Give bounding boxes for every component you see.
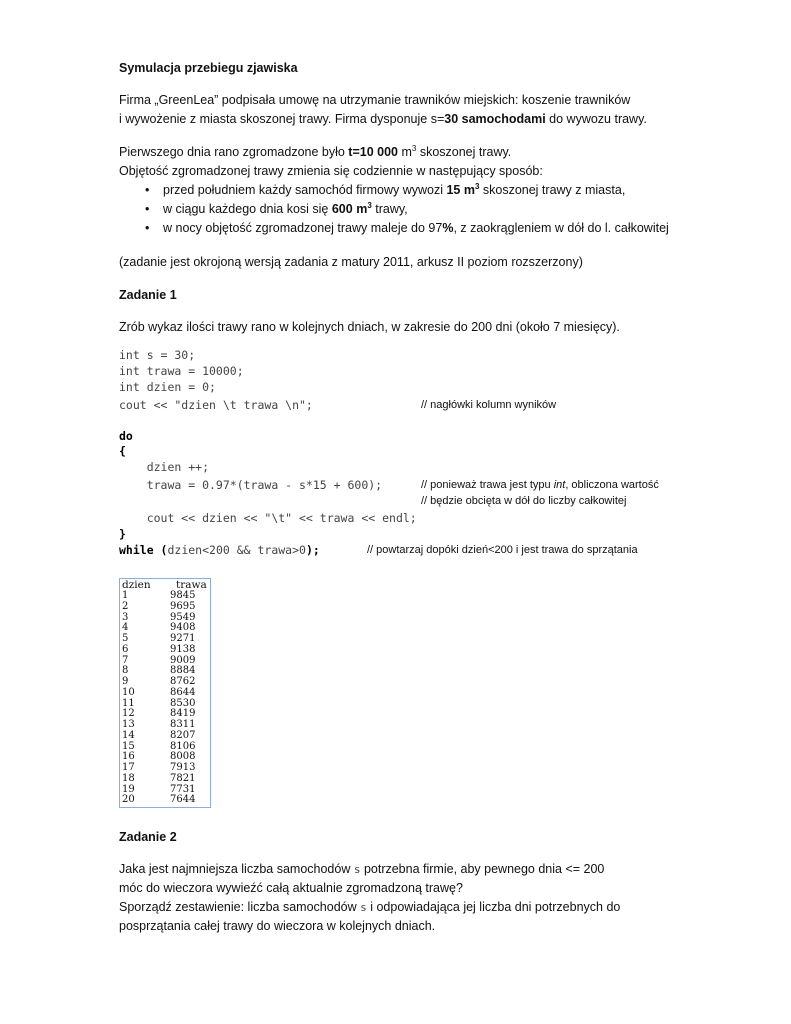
- console-day: 13: [122, 719, 135, 730]
- console-grass: 9138: [170, 643, 196, 655]
- setup-unit: m: [398, 145, 412, 159]
- setup-line-2: Objętość zgromadzonej trawy zmienia się codziennie w następujący sposób:: [119, 164, 543, 178]
- task1-text: Zrób wykaz ilości trawy rano w kolejnych dniach, w zakresie do 200 dni (około 7 miesięcy).: [119, 320, 620, 334]
- bullet-text: w ciągu każdego dnia kosi się: [163, 202, 332, 216]
- console-day: 12: [122, 708, 135, 720]
- console-row: [120, 602, 210, 613]
- bullet-item-3: [163, 219, 669, 238]
- bullet-icon: •: [145, 202, 150, 216]
- task1-heading: Zadanie 1: [119, 288, 177, 302]
- intro-text: i wywożenie z miasta skoszonej trawy. Firma dysponuje s=: [119, 112, 445, 126]
- console-day: 4: [122, 622, 129, 634]
- setup-text-end: skoszonej trawy.: [416, 145, 512, 159]
- console-day: 16: [122, 751, 135, 763]
- console-day: 14: [122, 729, 135, 741]
- task2-line-4: posprzątania całej trawy do wieczora w kolejnych dniach.: [119, 919, 436, 933]
- intro-line-2: [119, 110, 647, 129]
- console-day: 19: [122, 783, 135, 795]
- bullet-bold: 600 $m^3$: [331, 201, 372, 216]
- task2-heading: Zadanie 2: [119, 830, 177, 844]
- console-grass: 9408: [170, 622, 196, 634]
- console-row: [120, 634, 210, 645]
- task2-line-2: móc do wieczora wywieźć całą aktualnie zgromadzoną trawę?: [119, 881, 463, 895]
- code-comment: // powtarzaj dopóki dzień<200 i jest trawa do sprzątania: [367, 544, 638, 556]
- console-row: [120, 613, 210, 624]
- console-row: [120, 688, 210, 699]
- code-comment: // nagłówki kolumn wyników: [421, 399, 557, 411]
- console-row: [120, 623, 210, 634]
- code-keyword-do: do: [119, 429, 133, 443]
- console-grass: 8207: [170, 729, 196, 741]
- bullet-text-end: skoszonej trawy z miasta,: [479, 183, 626, 197]
- bullet-item-2: [163, 200, 408, 219]
- console-output: [119, 578, 211, 808]
- code-condition: dzien<200 && trawa>0: [167, 543, 306, 557]
- code-line: trawa = 0.97*(trawa - s*15 + 600);: [119, 478, 383, 492]
- console-grass: 8311: [170, 719, 196, 730]
- console-grass: 8008: [170, 751, 196, 763]
- code-keyword-while: while: [119, 543, 154, 557]
- matura-note: (zadanie jest okrojoną wersją zadania z matury 2011, arkusz II poziom rozszerzony): [119, 255, 583, 269]
- console-grass: 7731: [170, 783, 196, 795]
- bullet-text-end: , z zaokrągleniem w dół do l. całkowitej: [453, 221, 669, 235]
- console-day: 10: [122, 686, 135, 698]
- console-day: 3: [122, 611, 129, 623]
- console-day: 11: [122, 697, 135, 709]
- console-grass: 9009: [170, 654, 196, 666]
- code-brace-open: {: [119, 444, 126, 458]
- console-header-day: dzien: [122, 579, 151, 591]
- code-line-while: while (dzien<200 && trawa>0);: [119, 543, 320, 557]
- task2-line-1: Jaka jest najmniejsza liczba samochodów s potrzebna firmie, aby pewnego dnia <= 200: [119, 862, 605, 876]
- bullet-bold: 15 $m^3$: [446, 182, 480, 197]
- task2-line-3: Sporządź zestawienie: liczba samochodów s i odpowiadająca jej liczba dni potrzebnych do: [119, 900, 621, 914]
- console-day: 17: [122, 762, 135, 773]
- console-grass: 7821: [170, 772, 196, 784]
- intro-text-end: do wywozu trawy.: [545, 112, 647, 126]
- console-grass: 8884: [170, 665, 196, 677]
- code-line: int trawa = 10000;: [119, 364, 244, 378]
- console-day: 1: [122, 590, 129, 601]
- console-header-grass: trawa: [176, 579, 207, 591]
- console-grass: 9271: [170, 633, 196, 644]
- console-day: 18: [122, 772, 135, 784]
- console-day: 5: [122, 633, 129, 644]
- task2-var-s: s: [360, 901, 367, 914]
- bullet-text: w nocy objętość zgromadzonej trawy maleje do 97: [163, 221, 443, 235]
- console-row: [120, 666, 210, 677]
- console-grass: 8644: [170, 686, 196, 698]
- setup-initial-grass: t=10 000: [348, 145, 398, 159]
- console-grass: 7913: [170, 762, 196, 773]
- setup-unit-exp: 3: [411, 144, 417, 153]
- console-grass: 7644: [170, 794, 196, 806]
- bullet-icon: •: [145, 183, 150, 197]
- console-row: [120, 591, 210, 602]
- console-day: 8: [122, 665, 129, 677]
- console-day: 7: [122, 654, 129, 666]
- code-brace-close: }: [119, 527, 126, 541]
- console-grass: 9695: [170, 600, 196, 612]
- bullet-icon: •: [145, 221, 150, 235]
- task2-var-s: s: [353, 863, 361, 876]
- code-line: cout << dzien << "\t" << trawa << endl;: [119, 511, 417, 525]
- console-grass: 9845: [170, 590, 196, 601]
- console-row: [120, 731, 210, 742]
- console-grass: 8106: [170, 740, 196, 752]
- console-row: [120, 656, 210, 667]
- console-day: 2: [122, 600, 129, 612]
- page-title: Symulacja przebiegu zjawiska: [119, 61, 298, 75]
- code-line: dzien ++;: [119, 460, 210, 474]
- console-day: 20: [122, 794, 135, 806]
- code-line: int dzien = 0;: [119, 380, 216, 394]
- console-day: 15: [122, 740, 135, 752]
- console-grass: 8530: [170, 697, 196, 709]
- console-grass: 9549: [170, 611, 196, 623]
- console-day: 9: [122, 676, 129, 687]
- code-line: int s = 30;: [119, 348, 196, 362]
- bullet-text: przed południem każdy samochód firmowy wywozi: [163, 183, 447, 197]
- code-line: cout << "dzien \t trawa \n";: [119, 398, 313, 412]
- setup-line-1: [119, 143, 511, 162]
- console-row: [120, 645, 210, 656]
- console-day: 6: [122, 643, 129, 655]
- intro-cars: 30 samochodami: [444, 112, 546, 126]
- bullet-item-1: [163, 181, 625, 200]
- console-grass: 8419: [170, 708, 196, 720]
- setup-text: Pierwszego dnia rano zgromadzone było: [119, 145, 349, 159]
- intro-line-1: Firma „GreenLea” podpisała umowę na utrzymanie trawników miejskich: koszenie trawników: [119, 93, 631, 107]
- console-grass: 8762: [170, 676, 196, 687]
- bullet-text-end: trawy,: [371, 202, 408, 216]
- code-comment: // będzie obcięta w dół do liczby całkowitej: [421, 495, 627, 507]
- console-row: [120, 774, 210, 785]
- code-comment: // ponieważ trawa jest typu int, obliczona wartość: [421, 479, 659, 491]
- bullet-bold: %: [442, 221, 454, 235]
- console-row: [120, 795, 210, 806]
